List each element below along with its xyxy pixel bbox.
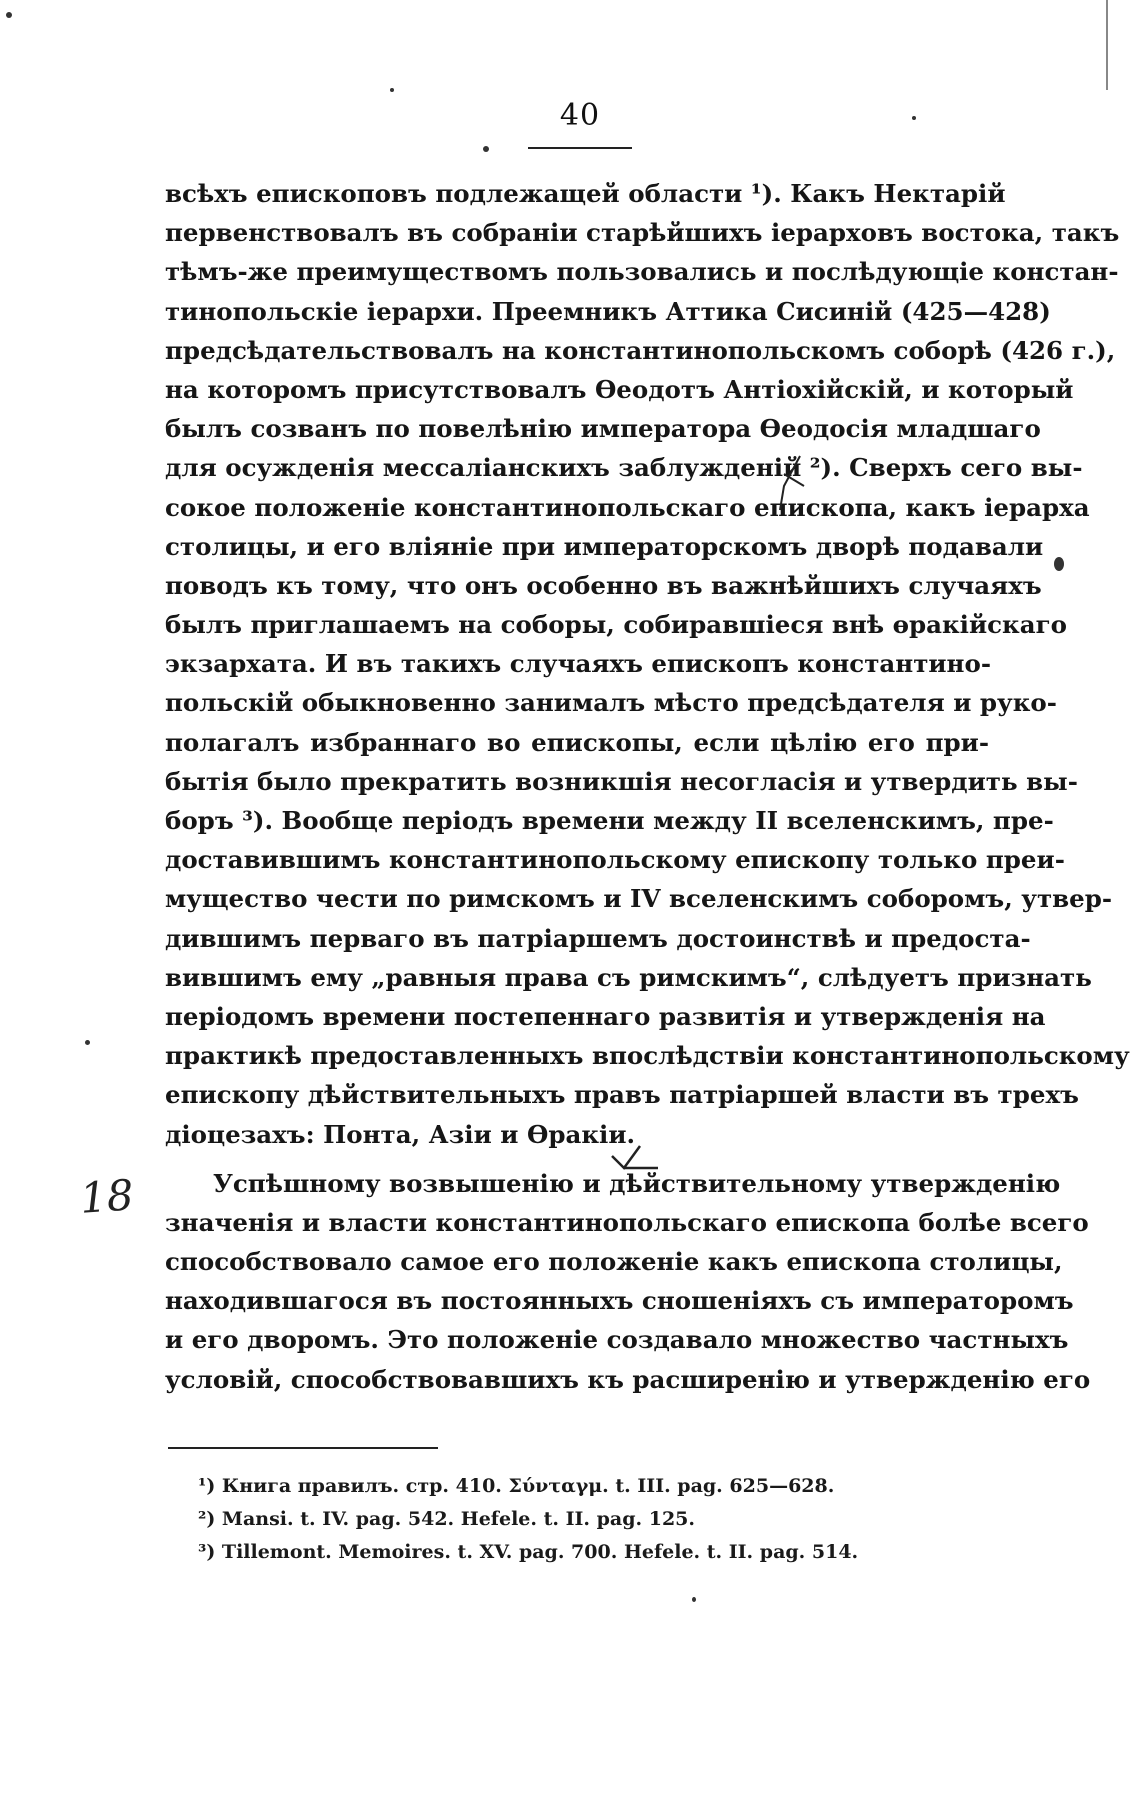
page-number-rule (528, 147, 632, 149)
text-line: для осужденія мессаліанскихъ заблужденій ²). Сверхъ сего вы- (165, 453, 1083, 483)
footnote: ¹) Книга правилъ. стр. 410. Σύνταγμ. t. III. pag. 625—628. (198, 1475, 835, 1497)
handwritten-check-mark (610, 1142, 660, 1172)
text-line: сокое положеніе константинопольскаго епископа, какъ іерарха (165, 492, 1090, 522)
text-line: діоцезахъ: Понта, Азіи и Өракіи. (165, 1119, 636, 1149)
footnote-rule (168, 1447, 438, 1449)
text-line: вившимъ ему „равныя права съ римскимъ“, слѣдуетъ признать (165, 962, 1092, 992)
text-line: доставившимъ константинопольскому епископу только преи- (165, 845, 1065, 875)
text-line: тинопольскіе іерархи. Преемникъ Аттика Сисиній (425—428) (165, 296, 1051, 326)
footnote: ²) Mansi. t. IV. pag. 542. Hefele. t. II. pag. 125. (198, 1508, 696, 1530)
text-line: періодомъ времени постепеннаго развитія и утвержденія на (165, 1001, 1046, 1031)
text-line: мущество чести по римскомъ и IV вселенскимъ соборомъ, утвер- (165, 884, 1113, 914)
ink-speck (6, 12, 12, 18)
page-number: 40 (559, 98, 601, 133)
text-line: экзархата. И въ такихъ случаяхъ епископъ константино- (165, 649, 992, 679)
ink-speck (483, 146, 489, 152)
text-line: боръ ³). Вообще періодъ времени между II вселенскимъ, пре- (165, 806, 1054, 835)
text-line: значенія и власти константинопольскаго епископа болѣе всего (165, 1207, 1089, 1237)
ink-speck (390, 88, 394, 92)
text-line: столицы, и его вліяніе при императорскомъ дворѣ подавали (165, 531, 1044, 561)
text-line: способствовало самое его положеніе какъ епископа столицы, (165, 1247, 1063, 1277)
page-edge-line (1106, 0, 1108, 90)
text-line: первенствовалъ въ собраніи старѣйшихъ іерарховъ востока, такъ (165, 218, 1120, 248)
text-line: дившимъ перваго въ патріаршемъ достоинствѣ и предоста- (165, 923, 1031, 953)
ink-speck (912, 116, 916, 120)
text-line: полагалъ избраннаго во епископы, если цѣлію его при- (165, 727, 989, 757)
text-line: всѣхъ епископовъ подлежащей области ¹). Какъ Нектарій (165, 179, 1006, 208)
text-line: бытія было прекратить возникшія несогласія и утвердить вы- (165, 766, 1078, 796)
text-line: условій, способствовавшихъ къ расширенію и утвержденію его (165, 1364, 1091, 1394)
text-line: практикѣ предоставленныхъ впослѣдствіи константинопольскому (165, 1041, 1130, 1071)
text-line: поводъ къ тому, что онъ особенно въ важнѣйшихъ случаяхъ (165, 570, 1042, 600)
text-line: былъ созванъ по повелѣнію императора Өеодосія младшаго (165, 414, 1041, 444)
text-line: находившагося въ постоянныхъ сношеніяхъ съ императоромъ (165, 1286, 1074, 1316)
text-line: и его дворомъ. Это положеніе создавало множество частныхъ (165, 1325, 1069, 1355)
ink-speck (692, 1597, 696, 1602)
paragraph-start-line: Успѣшному возвышенію и дѣйствительному утвержденію (213, 1168, 1061, 1198)
body-text (165, 174, 1130, 1399)
text-line: предсѣдательствовалъ на константинопольскомъ соборѣ (426 г.), (165, 335, 1116, 365)
ink-speck (1054, 557, 1064, 571)
footnotes (198, 1470, 958, 1569)
handwritten-bracket-mark (770, 452, 810, 512)
text-line: тѣмъ-же преимуществомъ пользовались и послѣдующіе констан- (165, 257, 1119, 287)
text-line: на которомъ присутствовалъ Өеодотъ Антіохійскій, и который (165, 374, 1074, 404)
handwritten-margin-note: 18 (78, 1170, 136, 1223)
ink-speck (85, 1040, 90, 1045)
text-line: польскій обыкновенно занималъ мѣсто предсѣдателя и руко- (165, 688, 1057, 718)
text-line: епископу дѣйствительныхъ правъ патріаршей власти въ трехъ (165, 1080, 1079, 1110)
footnote: ³) Tillemont. Memoires. t. XV. pag. 700. Hefele. t. II. pag. 514. (198, 1541, 859, 1563)
text-line: былъ приглашаемъ на соборы, собиравшіеся внѣ өракійскаго (165, 610, 1067, 640)
